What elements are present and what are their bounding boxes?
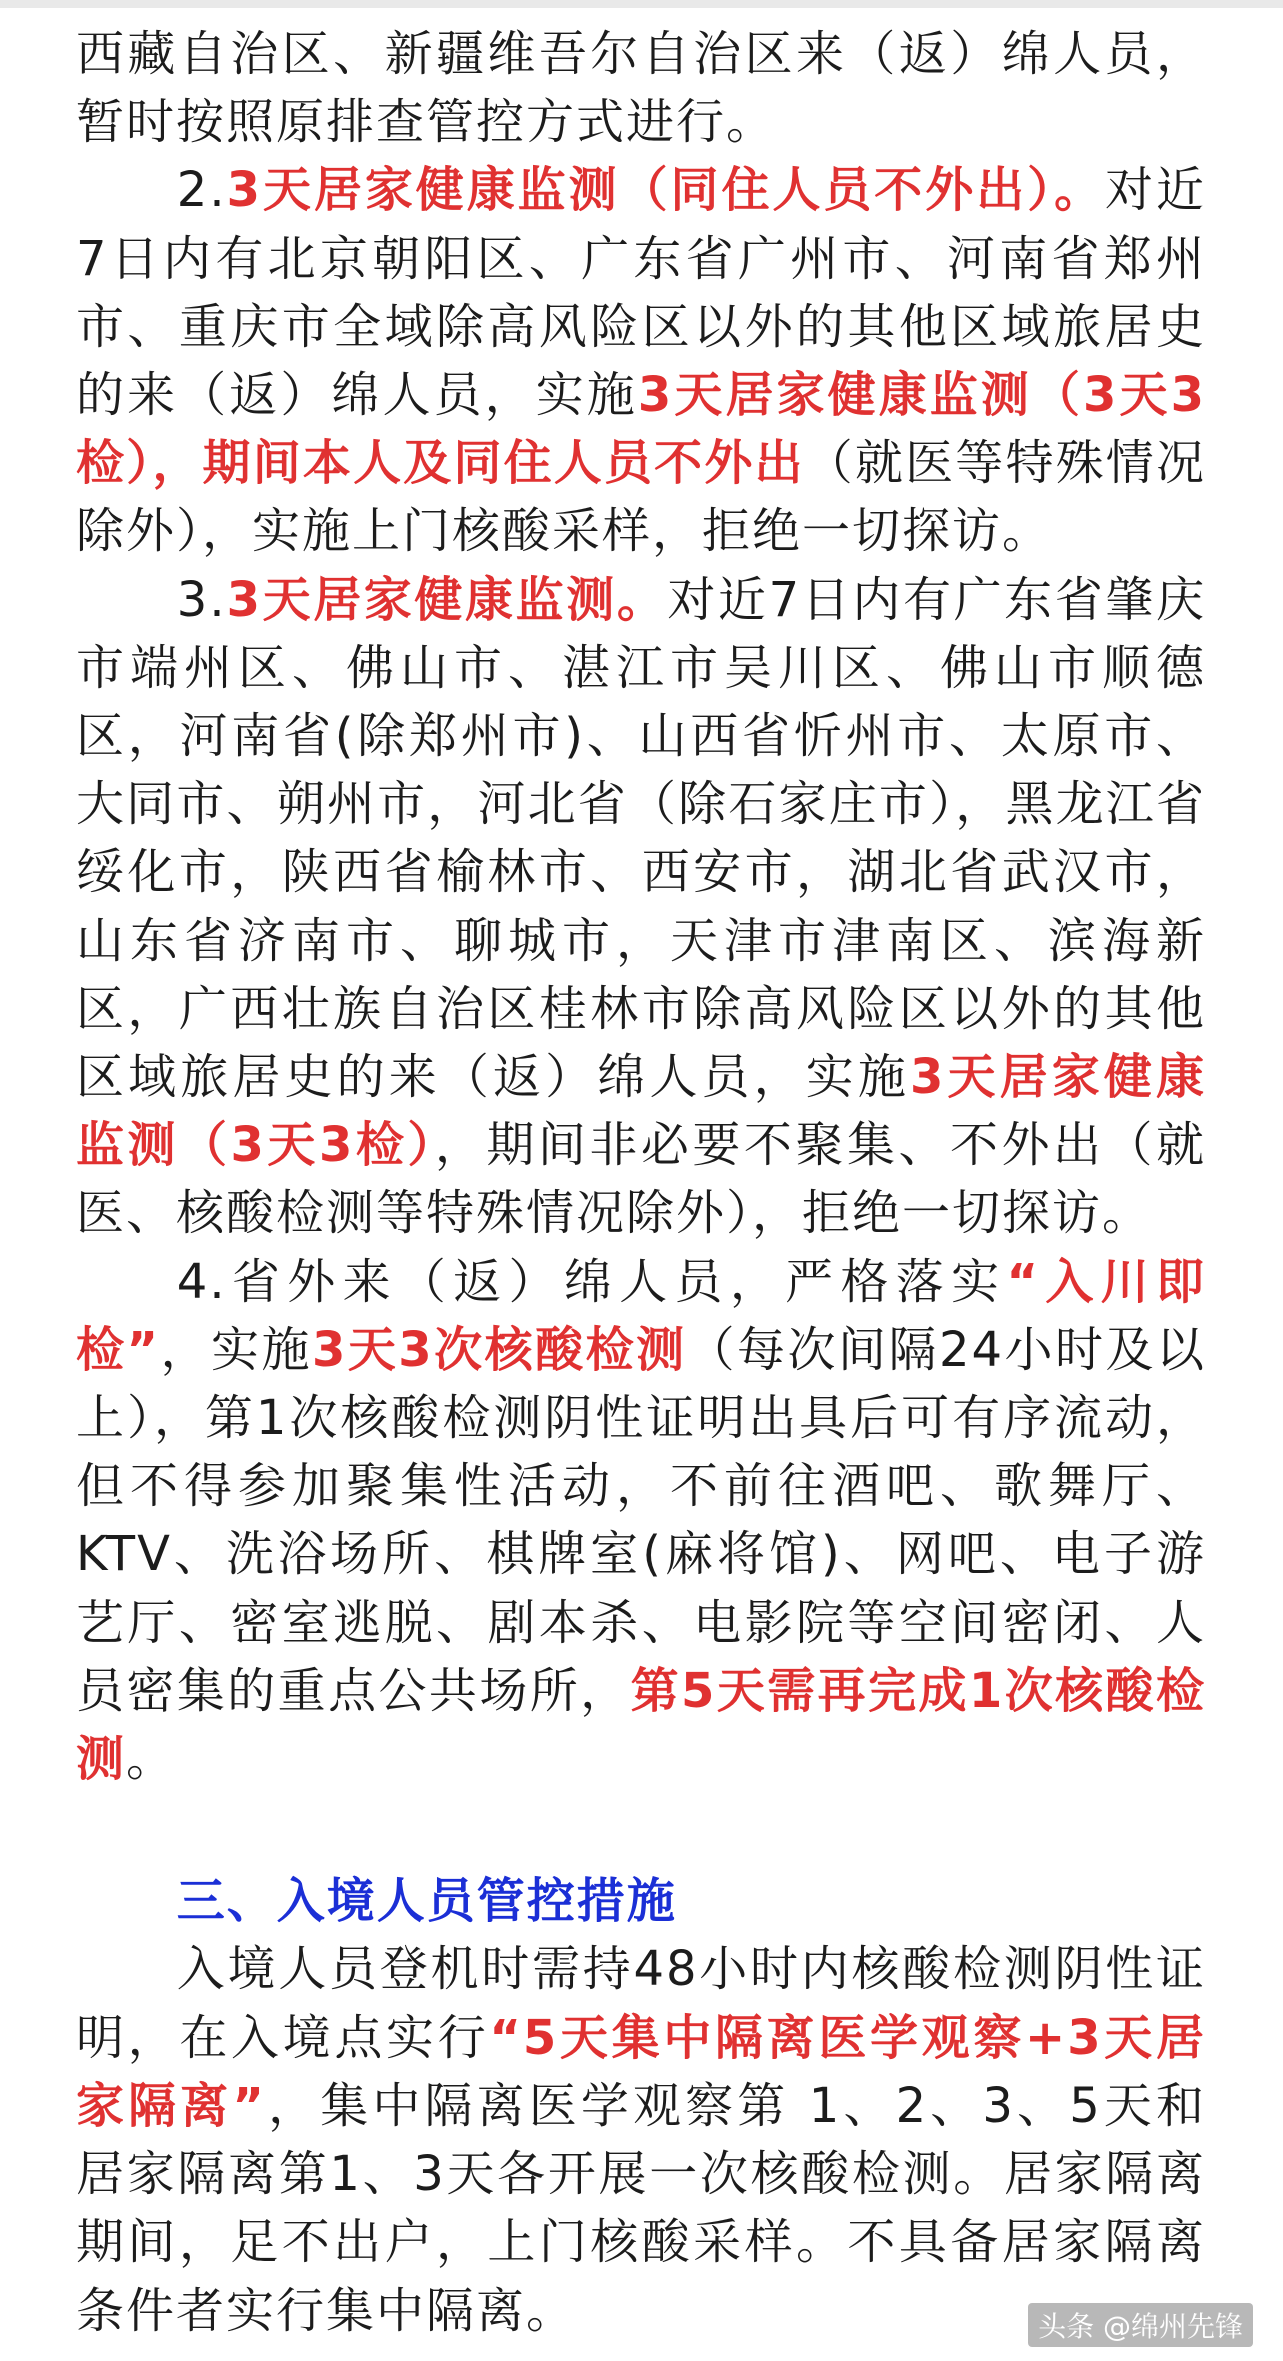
item-2-text-end: （就医等特殊情况除外），实施上门核酸采样，拒绝一切探访。 (76, 435, 1206, 560)
section-3-text: 入境人员登机时需持48小时内核酸检测阴性证明，在入境点实行 (76, 1941, 1206, 2066)
paragraph-section-3 (76, 1935, 1206, 2344)
article-body (76, 20, 1206, 2345)
item-3-title: 3天居家健康监测。 (226, 571, 668, 628)
item-3-text: 对近7日内有广东省肇庆市端州区、佛山市、湛江市吴川区、佛山市顺德区，河南省(除郑州市)、山西省忻州市、太原市、大同市、朔州市，河北省（除石家庄市），黑龙江省绥化市，陕西省榆林市、西安市，湖北省武汉市，山东省济南市、聊城市，天津市津南区、滨海新区，广西壮族自治区桂林市除高风险区以外的其他区域旅居史的来（返）绵人员，实施 (76, 571, 1206, 1106)
item-4-text-end: 。 (126, 1731, 177, 1788)
item-4-text: 省外来（返）绵人员，严格落实 (226, 1253, 1007, 1310)
top-divider-strip (0, 0, 1283, 8)
item-4-text-2: ，实施 (160, 1321, 312, 1378)
item-4-number: 4. (176, 1253, 227, 1310)
source-watermark: 头条 @绵州先锋 (1028, 2303, 1253, 2347)
section-3-quote: “5天集中隔离医学观察+3天居家隔离” (76, 2009, 1206, 2134)
item-3-text-end: ，期间非必要不聚集、不外出（就医、核酸检测等特殊情况除外），拒绝一切探访。 (76, 1117, 1206, 1242)
section-3-text-end: ，集中隔离医学观察第 1、2、3、5天和居家隔离第1、3天各开展一次核酸检测。居家隔离期间，足不出户，上门核酸采样。不具备居家隔离条件者实行集中隔离。 (76, 2077, 1206, 2339)
item-4-emphasis-2: 第5天需再完成1次核酸检测 (76, 1662, 1206, 1788)
item-4-quote: “入川即检” (76, 1253, 1206, 1378)
item-3-emphasis: 3天居家健康监测（3天3检） (76, 1049, 1206, 1174)
item-4-emphasis: 3天3次核酸检测 (311, 1321, 687, 1378)
item-4-text-3: （每次间隔24小时及以上），第1次核酸检测阴性证明出具后可有序流动，但不得参加聚集性活动，不前往酒吧、歌舞厅、KTV、洗浴场所、棋牌室(麻将馆)、网吧、电子游艺厅、密室逃脱、剧本杀、电影院等空间密闭、人员密集的重点公共场所， (76, 1321, 1206, 1719)
item-2-number: 2. (176, 162, 227, 219)
paragraph-intro (76, 20, 1206, 156)
section-3-heading: 三、入境人员管控措施 (176, 1873, 677, 1930)
section-gap (76, 1793, 1206, 1867)
item-2-emphasis: 3天居家健康监测（3天3检），期间本人及同住人员不外出 (76, 367, 1206, 492)
paragraph-item-3 (76, 566, 1206, 1248)
paragraph-item-4 (76, 1248, 1206, 1794)
item-2-text: 对近7日内有北京朝阳区、广东省广州市、河南省郑州市、重庆市全域除高风险区以外的其他区域旅居史的来（返）绵人员，实施 (76, 162, 1206, 424)
paragraph-item-2 (76, 156, 1206, 565)
intro-text: 西藏自治区、新疆维吾尔自治区来（返）绵人员，暂时按照原排查管控方式进行。 (76, 26, 1206, 151)
item-3-number: 3. (176, 571, 227, 628)
item-2-title: 3天居家健康监测（同住人员不外出）。 (226, 162, 1106, 219)
